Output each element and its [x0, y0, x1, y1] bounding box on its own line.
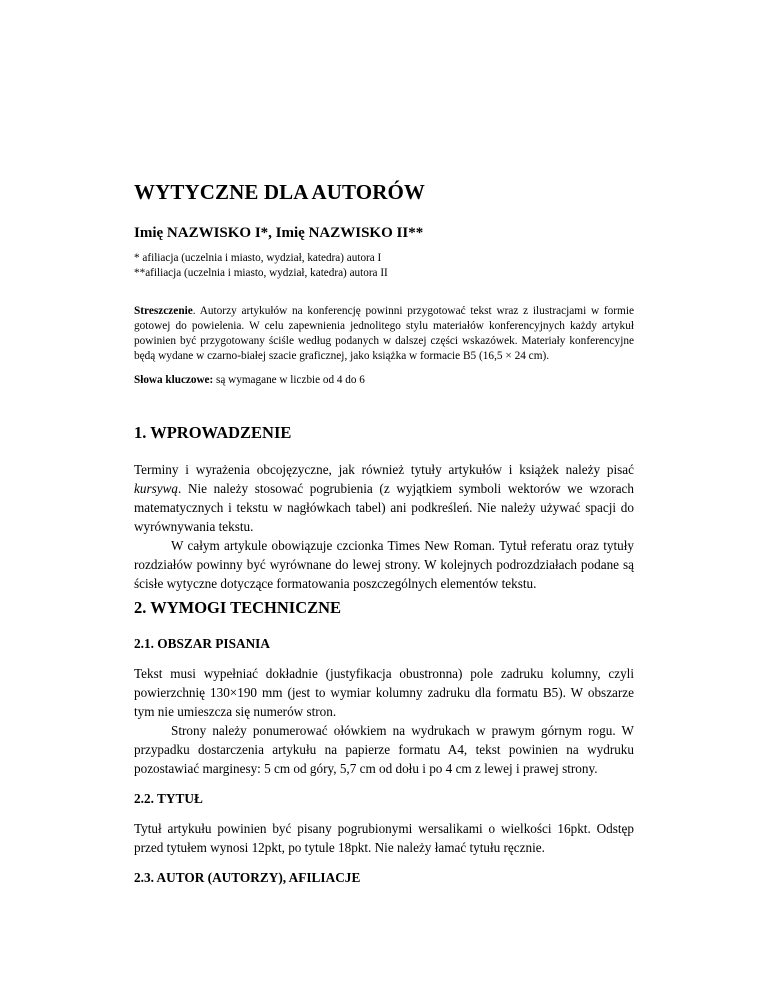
abstract-label: Streszczenie [134, 305, 193, 317]
authors-line: Imię NAZWISKO I*, Imię NAZWISKO II** [134, 225, 424, 241]
intro-p2-text: W całym artykule obowiązuje czcionka Times New Roman. Tytuł referatu oraz tytuły rozdziałów powinny być wyrównane do lewej strony. W kolejnych podrozdziałach podane są ścisłe wytyczne dotyczące formatowania poszczególnych elementów tekstu. [134, 538, 634, 591]
affiliation-2: **afiliacja (uczelnia i miasto, wydział, katedra) autora II [134, 267, 388, 279]
section-heading-technical: 2. WYMOGI TECHNICZNE [134, 598, 342, 617]
intro-paragraph-2 [134, 536, 634, 593]
abstract-text: . Autorzy artykułów na konferencję powinni przygotować tekst wraz z ilustracjami w formie gotowej do powielenia. W celu zapewnienia jednolitego stylu materiałów konferencyjnych każdy artykuł powinien być przygotowany ściśle według podanych w dalszej części wskazówek. Materiały konferencyjne będą wydane w czarno-białej szacie graficznej, jako książka w formacie B5 (16,5 × 24 cm). [134, 305, 634, 362]
affiliation-1: * afiliacja (uczelnia i miasto, wydział, katedra) autora I [134, 252, 382, 264]
intro-p1-italic: kursywą [134, 481, 178, 496]
keywords [134, 374, 365, 386]
title-paragraph: Tytuł artykułu powinien być pisany pogrubionymi wersalikami o wielkości 16pkt. Odstęp przed tytułem wynosi 12pkt, po tytule 18pkt. Nie należy łamać tytułu ręcznie. [134, 821, 634, 855]
keywords-label: Słowa kluczowe: [134, 374, 214, 386]
writing-area-paragraph-2 [134, 721, 634, 778]
intro-paragraph-1 [134, 460, 634, 536]
subsection-heading-authors: 2.3. AUTOR (AUTORZY), AFILIACJE [134, 870, 361, 885]
writing-area-paragraph-1: Tekst musi wypełniać dokładnie (justyfikacja obustronna) pole zadruku kolumny, czyli powierzchnię 130×190 mm (jest to wymiar kolumny zadruku dla formatu B5). W obszarze tym nie umieszcza się numerów stron. [134, 666, 634, 719]
keywords-text: są wymagane w liczbie od 4 do 6 [213, 374, 365, 386]
section-heading-introduction: 1. WPROWADZENIE [134, 423, 292, 442]
intro-p1-text-b: . Nie należy stosować pogrubienia (z wyjątkiem symboli wektorów we wzorach matematycznych i tekstu w nagłówkach tabel) ani podkreśleń. Nie należy używać spacji do wyrównywania tekstu. [134, 481, 634, 534]
paper-title: WYTYCZNE DLA AUTORÓW [134, 180, 425, 204]
abstract [134, 304, 634, 364]
writing-area-p2-text: Strony należy ponumerować ołówkiem na wydrukach w prawym górnym rogu. W przypadku dostarczenia artykułu na papierze formatu A4, tekst powinien na wydruku pozostawiać marginesy: 5 cm od góry, 5,7 cm od dołu i po 4 cm z lewej i prawej strony. [134, 723, 634, 776]
intro-p1-text-a: Terminy i wyrażenia obcojęzyczne, jak również tytuły artykułów i książek należy pisać [134, 462, 634, 477]
subsection-heading-title: 2.2. TYTUŁ [134, 791, 203, 806]
subsection-heading-writing-area: 2.1. OBSZAR PISANIA [134, 636, 270, 651]
